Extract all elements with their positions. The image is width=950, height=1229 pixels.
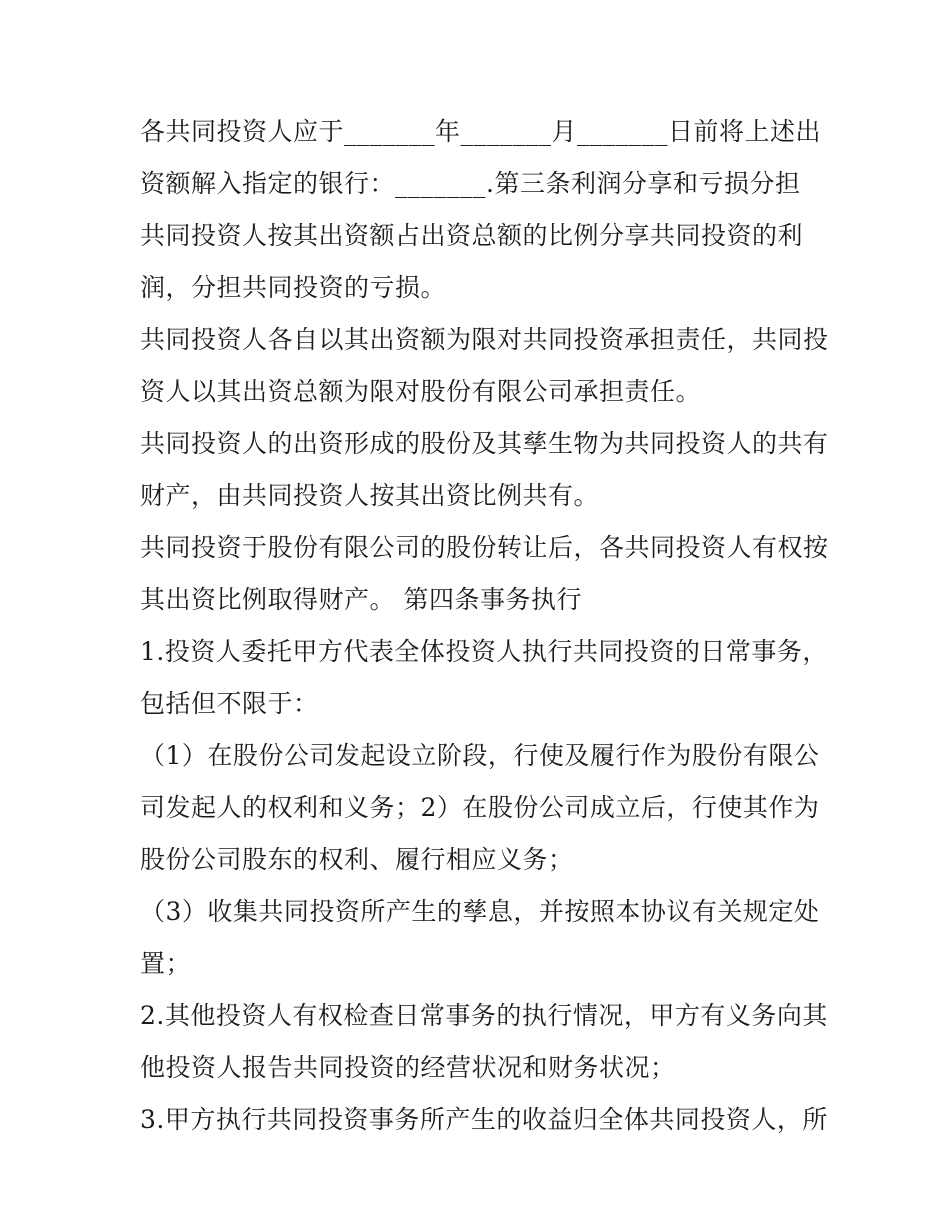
text-line: 共同投资人各自以其出资额为限对共同投资承担责任，共同投 — [140, 325, 829, 354]
text-line: （1）在股份公司发起设立阶段，行使及履行作为股份有限公 — [140, 741, 820, 770]
document-body — [140, 106, 829, 1146]
text-line: （3）收集共同投资所产生的孳息，并按照本协议有关规定处 — [140, 897, 820, 926]
text-line: 3.甲方执行共同投资事务所产生的收益归全体共同投资人，所 — [140, 1105, 828, 1134]
text-line: 润，分担共同投资的亏损。 — [140, 273, 447, 302]
text-line: 股份公司股东的权利、履行相应义务； — [140, 845, 574, 874]
text-line: 共同投资于股份有限公司的股份转让后，各共同投资人有权按 — [140, 533, 829, 562]
text-line: 包括但不限于： — [140, 689, 319, 718]
text-line: 他投资人报告共同投资的经营状况和财务状况； — [140, 1053, 676, 1082]
text-line: 共同投资人的出资形成的股份及其孳生物为共同投资人的共有 — [140, 429, 829, 458]
text-line: 资额解入指定的银行：_______.第三条利润分享和亏损分担 — [140, 169, 801, 198]
text-line: 置； — [140, 949, 192, 978]
text-line: 资人以其出资总额为限对股份有限公司承担责任。 — [140, 377, 702, 406]
text-line: 2.其他投资人有权检查日常事务的执行情况，甲方有义务向其 — [140, 1001, 828, 1030]
text-line: 共同投资人按其出资额占出资总额的比例分享共同投资的利 — [140, 221, 804, 250]
text-line: 财产，由共同投资人按其出资比例共有。 — [140, 481, 600, 510]
text-line: 其出资比例取得财产。 第四条事务执行 — [140, 585, 582, 614]
text-line: 各共同投资人应于_______年_______月_______日前将上述出 — [140, 117, 822, 146]
text-line: 司发起人的权利和义务；2）在股份公司成立后，行使其作为 — [140, 793, 820, 822]
text-line: 1.投资人委托甲方代表全体投资人执行共同投资的日常事务， — [140, 637, 828, 666]
